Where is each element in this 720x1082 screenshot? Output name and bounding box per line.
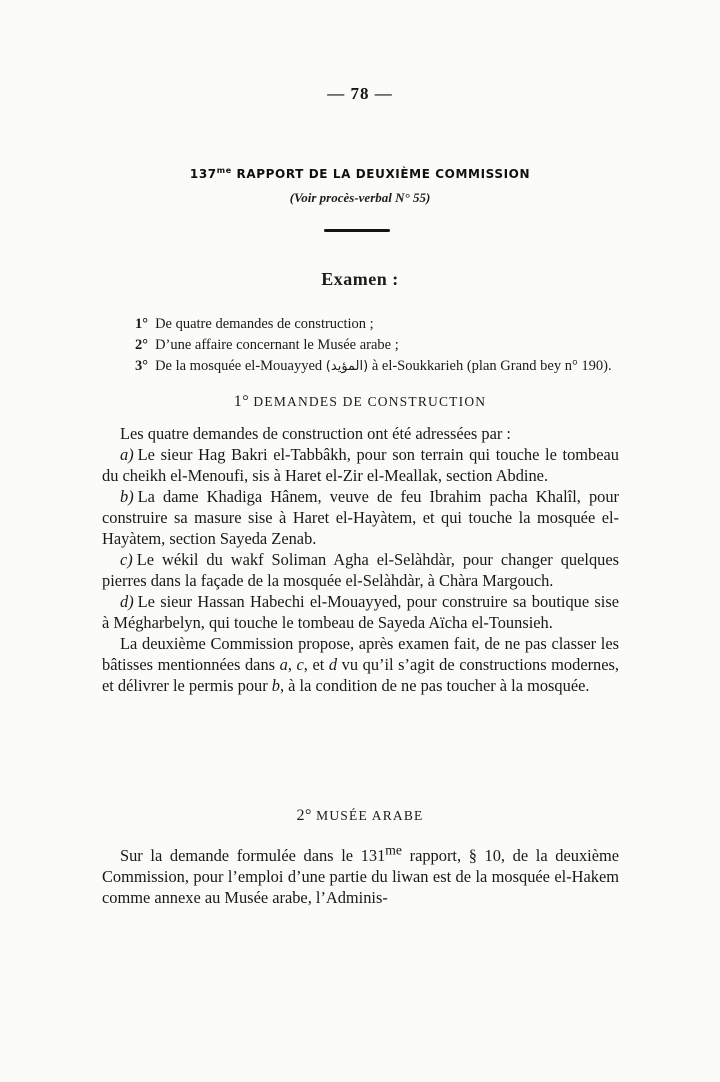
paragraph-b	[102, 486, 619, 549]
report-title-ordinal-suffix: me	[216, 166, 232, 175]
section-2-body	[102, 842, 619, 908]
item-text: De la mosquée el-Mouayyed	[155, 358, 326, 374]
item-number: 1°	[135, 316, 149, 332]
conclusion-paragraph	[102, 633, 619, 696]
section-title: MUSÉE ARABE	[316, 808, 424, 823]
item-text: D’une affaire concernant le Musée arabe ;	[155, 337, 399, 353]
conclusion-text: La deuxième Commission propose, après examen fait, de ne pas classer les bâtisses mentionnées dans	[102, 634, 619, 674]
section-title: DEMANDES DE CONSTRUCTION	[253, 394, 487, 409]
divider-rule	[324, 229, 390, 232]
report-title-text: RAPPORT DE LA DEUXIÈME COMMISSION	[236, 167, 531, 181]
examen-heading: Examen :	[321, 269, 399, 289]
section-2-heading	[0, 807, 720, 825]
paragraph-text: Le wékil du wakf Soliman Agha el-Selàhdàr, pour changer quelques pierres dans la façade de la mosquée el-Selàhdàr, à Chàra Margouch.	[102, 550, 619, 590]
conclusion-text: ,	[287, 655, 297, 674]
paragraph-text: La dame Khadiga Hânem, veuve de feu Ibrahim pacha Khalîl, pour construire sa masure sise à Haret el-Hayàtem, et qui touche la mosquée el-Hayàtem, section Sayeda Zenab.	[102, 487, 619, 548]
ref-letter-c: c	[296, 655, 304, 674]
examen-list-item-3	[135, 356, 635, 377]
examen-list-item-2	[135, 335, 635, 356]
ref-letter-d: d	[328, 655, 338, 674]
paragraph-c	[102, 549, 619, 591]
section-number: 1°	[233, 393, 250, 410]
paragraph-letter: a)	[120, 445, 134, 464]
section-1-heading	[0, 393, 720, 411]
paragraph-a	[102, 444, 619, 486]
examen-list-item-1	[135, 314, 635, 335]
paragraph-letter: c)	[120, 550, 133, 569]
ordinal-suffix: me	[385, 842, 402, 858]
arabic-mosque-name: (المؤيد)	[325, 359, 369, 374]
item-text: De quatre demandes de construction ;	[155, 316, 374, 332]
section-number: 2°	[296, 807, 312, 824]
item-text: à el-Soukkarieh (plan Grand bey n° 190).	[368, 358, 612, 374]
conclusion-text: vu qu’il s’agit de constructions modernes, et délivrer le permis pour	[102, 655, 620, 695]
intro-paragraph: Les quatre demandes de construction ont été adressées par :	[120, 424, 511, 443]
ref-letter-a: a	[279, 655, 288, 674]
paragraph-letter: d)	[120, 592, 134, 611]
paragraph-d	[102, 591, 619, 633]
musee-arabe-paragraph	[102, 842, 619, 908]
report-subtitle: (Voir procès-verbal N° 55)	[289, 190, 431, 205]
ref-letter-b: b	[271, 676, 280, 695]
report-title	[0, 167, 720, 181]
section-1-body	[102, 423, 619, 696]
conclusion-text: , et	[303, 655, 329, 674]
paragraph-text: Le sieur Hassan Habechi el-Mouayyed, pour construire sa boutique sise à Mégharbelyn, qui touche le tombeau de Sayeda Aïcha el-Tounsieh.	[102, 592, 619, 632]
page-number: — 78 —	[327, 84, 393, 103]
examen-list	[135, 314, 635, 377]
paragraph-text: Sur la demande formulée dans le 131	[120, 846, 386, 865]
item-number: 3°	[135, 358, 149, 374]
item-number: 2°	[135, 337, 149, 353]
paragraph-letter: b)	[120, 487, 134, 506]
paragraph-text: rapport, § 10, de la deuxième Commission, pour l’emploi d’une partie du liwan est de la mosquée el-Hakem comme annexe au Musée arabe, l’Adminis-	[102, 846, 619, 907]
paragraph-text: Le sieur Hag Bakri el-Tabbâkh, pour son terrain qui touche le tombeau du cheikh el-Menoufi, sis à Haret el-Zir el-Meallak, section Abdine.	[102, 445, 619, 485]
report-title-number: 137	[189, 167, 217, 181]
conclusion-text: , à la condition de ne pas toucher à la mosquée.	[279, 676, 590, 695]
